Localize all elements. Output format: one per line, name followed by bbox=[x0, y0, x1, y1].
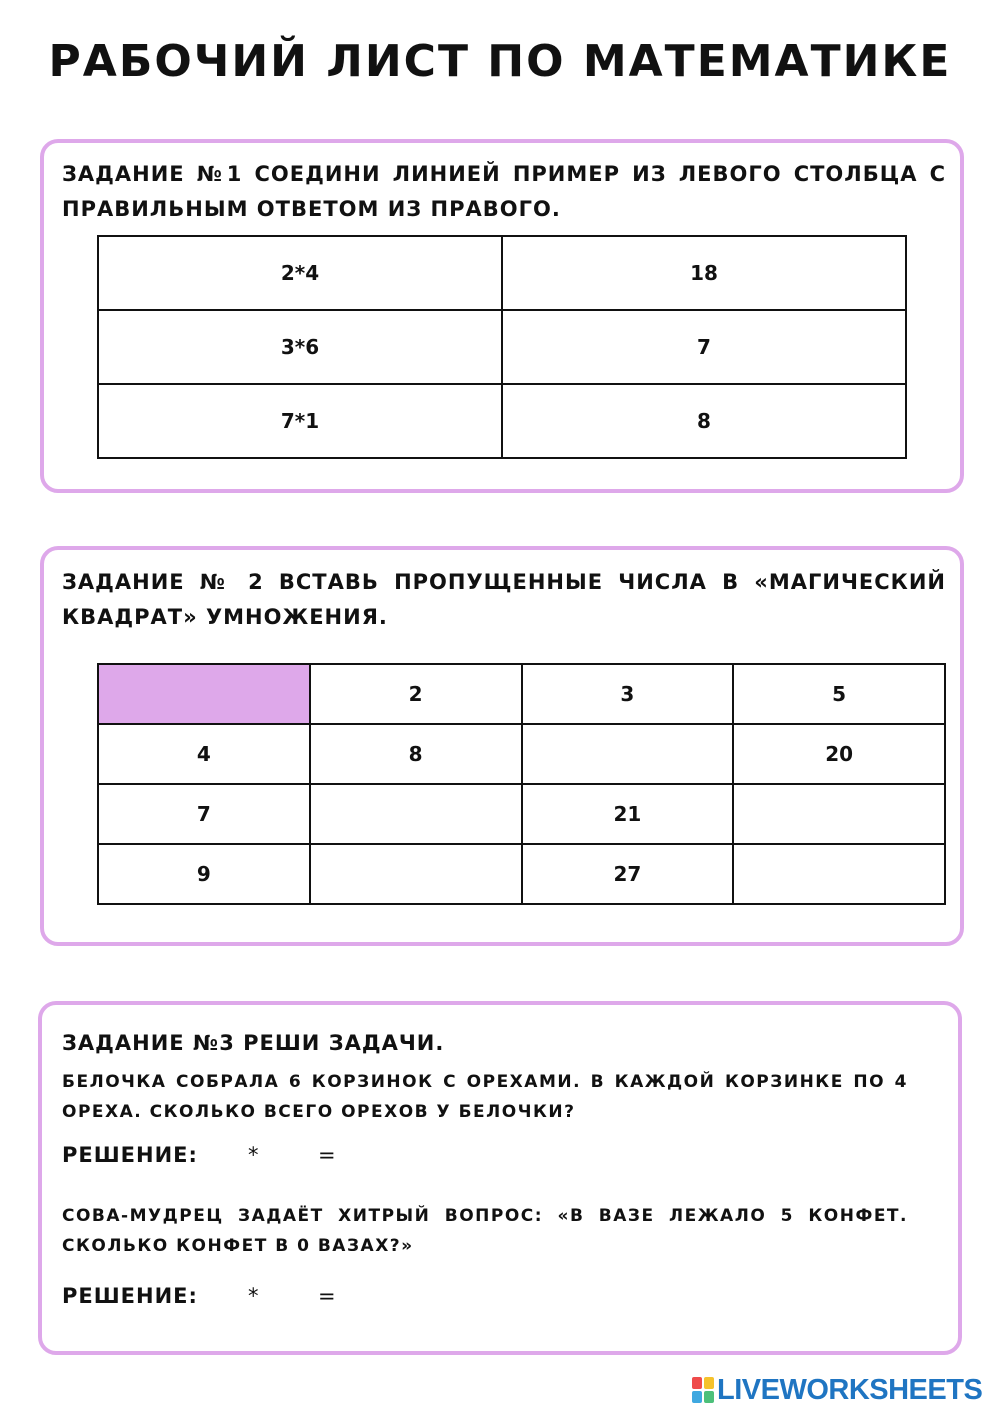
header-cell: 5 bbox=[733, 664, 945, 724]
equals-sign: = bbox=[318, 1143, 337, 1167]
value-cell: 20 bbox=[733, 724, 945, 784]
liveworksheets-footer[interactable] bbox=[692, 1374, 992, 1406]
task-1-heading: ЗАДАНИЕ №1 СОЕДИНИ ЛИНИЕЙ ПРИМЕР ИЗ ЛЕВОГО СТОЛБЦА С ПРАВИЛЬНЫМ ОТВЕТОМ ИЗ ПРАВОГО. bbox=[62, 162, 946, 221]
page-title: РАБОЧИЙ ЛИСТ ПО МАТЕМАТИКЕ bbox=[48, 36, 952, 87]
brand-name: LIVEWORKSHEETS bbox=[717, 1373, 983, 1406]
row-header-cell: 4 bbox=[98, 724, 310, 784]
matching-table bbox=[97, 235, 907, 459]
header-cell: 3 bbox=[522, 664, 734, 724]
blank-answer-cell[interactable] bbox=[522, 724, 734, 784]
blank-answer-cell[interactable] bbox=[733, 784, 945, 844]
task-2-box bbox=[40, 546, 964, 946]
multiply-sign: * bbox=[248, 1284, 260, 1308]
corner-cell bbox=[98, 664, 310, 724]
task-3-box bbox=[38, 1001, 962, 1355]
table-row bbox=[98, 310, 906, 384]
answer-cell[interactable]: 18 bbox=[502, 236, 906, 310]
table-row bbox=[98, 236, 906, 310]
example-cell[interactable]: 3*6 bbox=[98, 310, 502, 384]
blank-answer-cell[interactable] bbox=[310, 844, 522, 904]
solution-label: РЕШЕНИЕ: bbox=[62, 1143, 198, 1167]
task-1-box bbox=[40, 139, 964, 493]
header-cell: 2 bbox=[310, 664, 522, 724]
value-cell: 8 bbox=[310, 724, 522, 784]
solution-label: РЕШЕНИЕ: bbox=[62, 1284, 198, 1308]
example-cell[interactable]: 2*4 bbox=[98, 236, 502, 310]
row-header-cell: 9 bbox=[98, 844, 310, 904]
table-row bbox=[98, 844, 945, 904]
row-header-cell: 7 bbox=[98, 784, 310, 844]
solution-2-row bbox=[62, 1284, 337, 1308]
liveworksheets-logo-icon bbox=[692, 1377, 714, 1403]
example-cell[interactable]: 7*1 bbox=[98, 384, 502, 458]
solution-1-row bbox=[62, 1143, 337, 1167]
task-2-heading: ЗАДАНИЕ № 2 ВСТАВЬ ПРОПУЩЕННЫЕ ЧИСЛА В «МАГИЧЕСКИЙ КВАДРАТ» УМНОЖЕНИЯ. bbox=[62, 570, 946, 629]
problem-1-text: БЕЛОЧКА СОБРАЛА 6 КОРЗИНОК С ОРЕХАМИ. В КАЖДОЙ КОРЗИНКЕ ПО 4 ОРЕХА. СКОЛЬКО ВСЕГО ОРЕХОВ У БЕЛОЧКИ? bbox=[62, 1072, 908, 1122]
table-row bbox=[98, 724, 945, 784]
answer-cell[interactable]: 8 bbox=[502, 384, 906, 458]
multiply-sign: * bbox=[248, 1143, 260, 1167]
equals-sign: = bbox=[318, 1284, 337, 1308]
blank-answer-cell[interactable] bbox=[310, 784, 522, 844]
value-cell: 21 bbox=[522, 784, 734, 844]
value-cell: 27 bbox=[522, 844, 734, 904]
magic-square-table bbox=[97, 663, 946, 905]
table-header-row bbox=[98, 664, 945, 724]
blank-answer-cell[interactable] bbox=[733, 844, 945, 904]
table-row bbox=[98, 784, 945, 844]
problem-2-text: СОВА-МУДРЕЦ ЗАДАЁТ ХИТРЫЙ ВОПРОС: «В ВАЗЕ ЛЕЖАЛО 5 КОНФЕТ. СКОЛЬКО КОНФЕТ В 0 ВАЗАХ?» bbox=[62, 1206, 908, 1256]
table-row bbox=[98, 384, 906, 458]
answer-cell[interactable]: 7 bbox=[502, 310, 906, 384]
task-3-heading: ЗАДАНИЕ №3 РЕШИ ЗАДАЧИ. bbox=[62, 1031, 445, 1055]
